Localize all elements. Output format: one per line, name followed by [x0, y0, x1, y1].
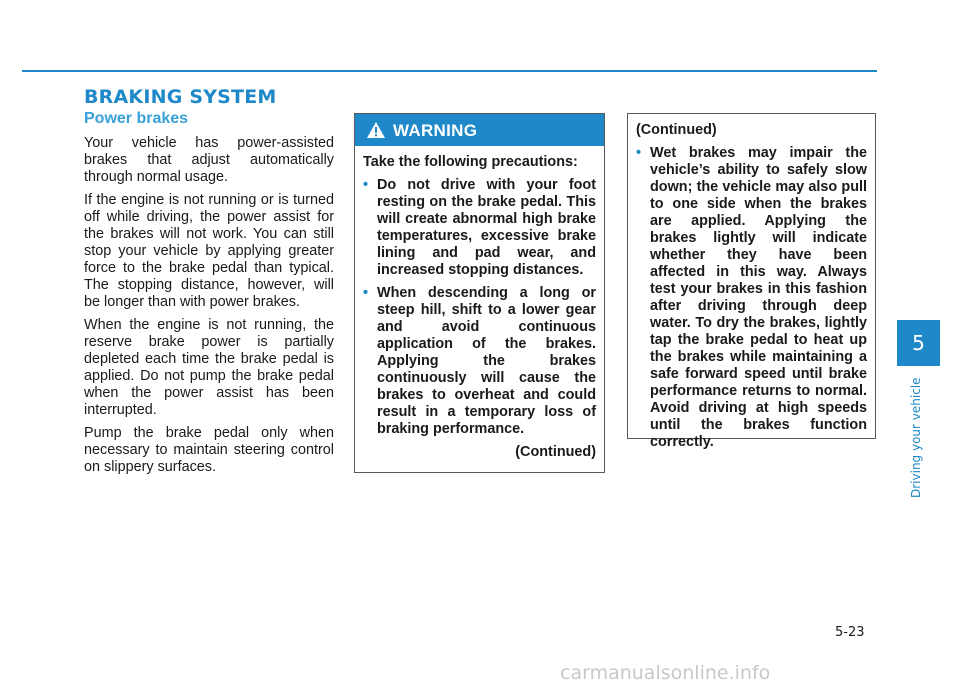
chapter-title: Driving your vehicle [909, 377, 923, 498]
section-title: BRAKING SYSTEM [84, 86, 277, 108]
continued-heading: (Continued) [636, 122, 717, 138]
warning-header [355, 114, 604, 146]
paragraph: When the engine is not running, the reserve brake power is partially depleted each time the brake pedal is applied. Do not pump the brake pedal when the power assist has been interrupted. [84, 317, 334, 418]
warning-list [363, 177, 596, 438]
bullet-icon: • [363, 177, 369, 193]
paragraph: Your vehicle has power-assisted brakes that adjust automatically through normal usage. [84, 135, 334, 185]
watermark: carmanualsonline.info [560, 662, 771, 684]
warning-triangle-icon [367, 122, 385, 138]
list-item-text: Wet brakes may impair the vehicle’s ability to safely slow down; the vehicle may also pull to one side when the brakes are applied. Applying the brakes lightly will indicate whether they have been affected in this way. Always test your brakes in this fashion after driving through deep water. To dry the brakes, lightly tap the brake pedal to heat up the brakes while maintaining a safe forward speed until brake performance returns to normal. Avoid driving at high speeds until the brakes function correctly. [650, 145, 867, 450]
subtitle: Power brakes [84, 110, 189, 127]
list-item [636, 145, 867, 451]
continued-label: (Continued) [515, 444, 596, 460]
page-number: 5-23 [835, 625, 865, 640]
chapter-tab: 5 [897, 320, 940, 366]
continuation-list [636, 145, 867, 451]
body-text [84, 135, 334, 482]
warning-content [355, 146, 604, 461]
list-item-text: When descending a long or steep hill, shift to a lower gear and avoid continuous application of the brakes. Applying the brakes continuously will cause the brakes to overheat and could result in a temporary loss of braking performance. [377, 285, 596, 437]
list-item [363, 285, 596, 438]
list-item [363, 177, 596, 279]
bullet-icon: • [636, 145, 642, 161]
warning-title: WARNING [393, 120, 478, 140]
list-item-text: Do not drive with your foot resting on the brake pedal. This will create abnormal high brake temperatures, excessive brake lining and pad wear, and increased stopping distances. [377, 177, 596, 278]
warning-intro: Take the following precautions: [363, 154, 578, 170]
bullet-icon: • [363, 285, 369, 301]
warning-box [354, 113, 605, 473]
continuation-box [627, 113, 876, 450]
paragraph: If the engine is not running or is turned off while driving, the power assist for the brakes will not work. You can still stop your vehicle by applying greater force to the brake pedal than typical. The stopping distance, however, will be longer than with power brakes. [84, 192, 334, 310]
paragraph: Pump the brake pedal only when necessary to maintain steering control on slippery surfaces. [84, 425, 334, 475]
top-rule [22, 70, 877, 72]
